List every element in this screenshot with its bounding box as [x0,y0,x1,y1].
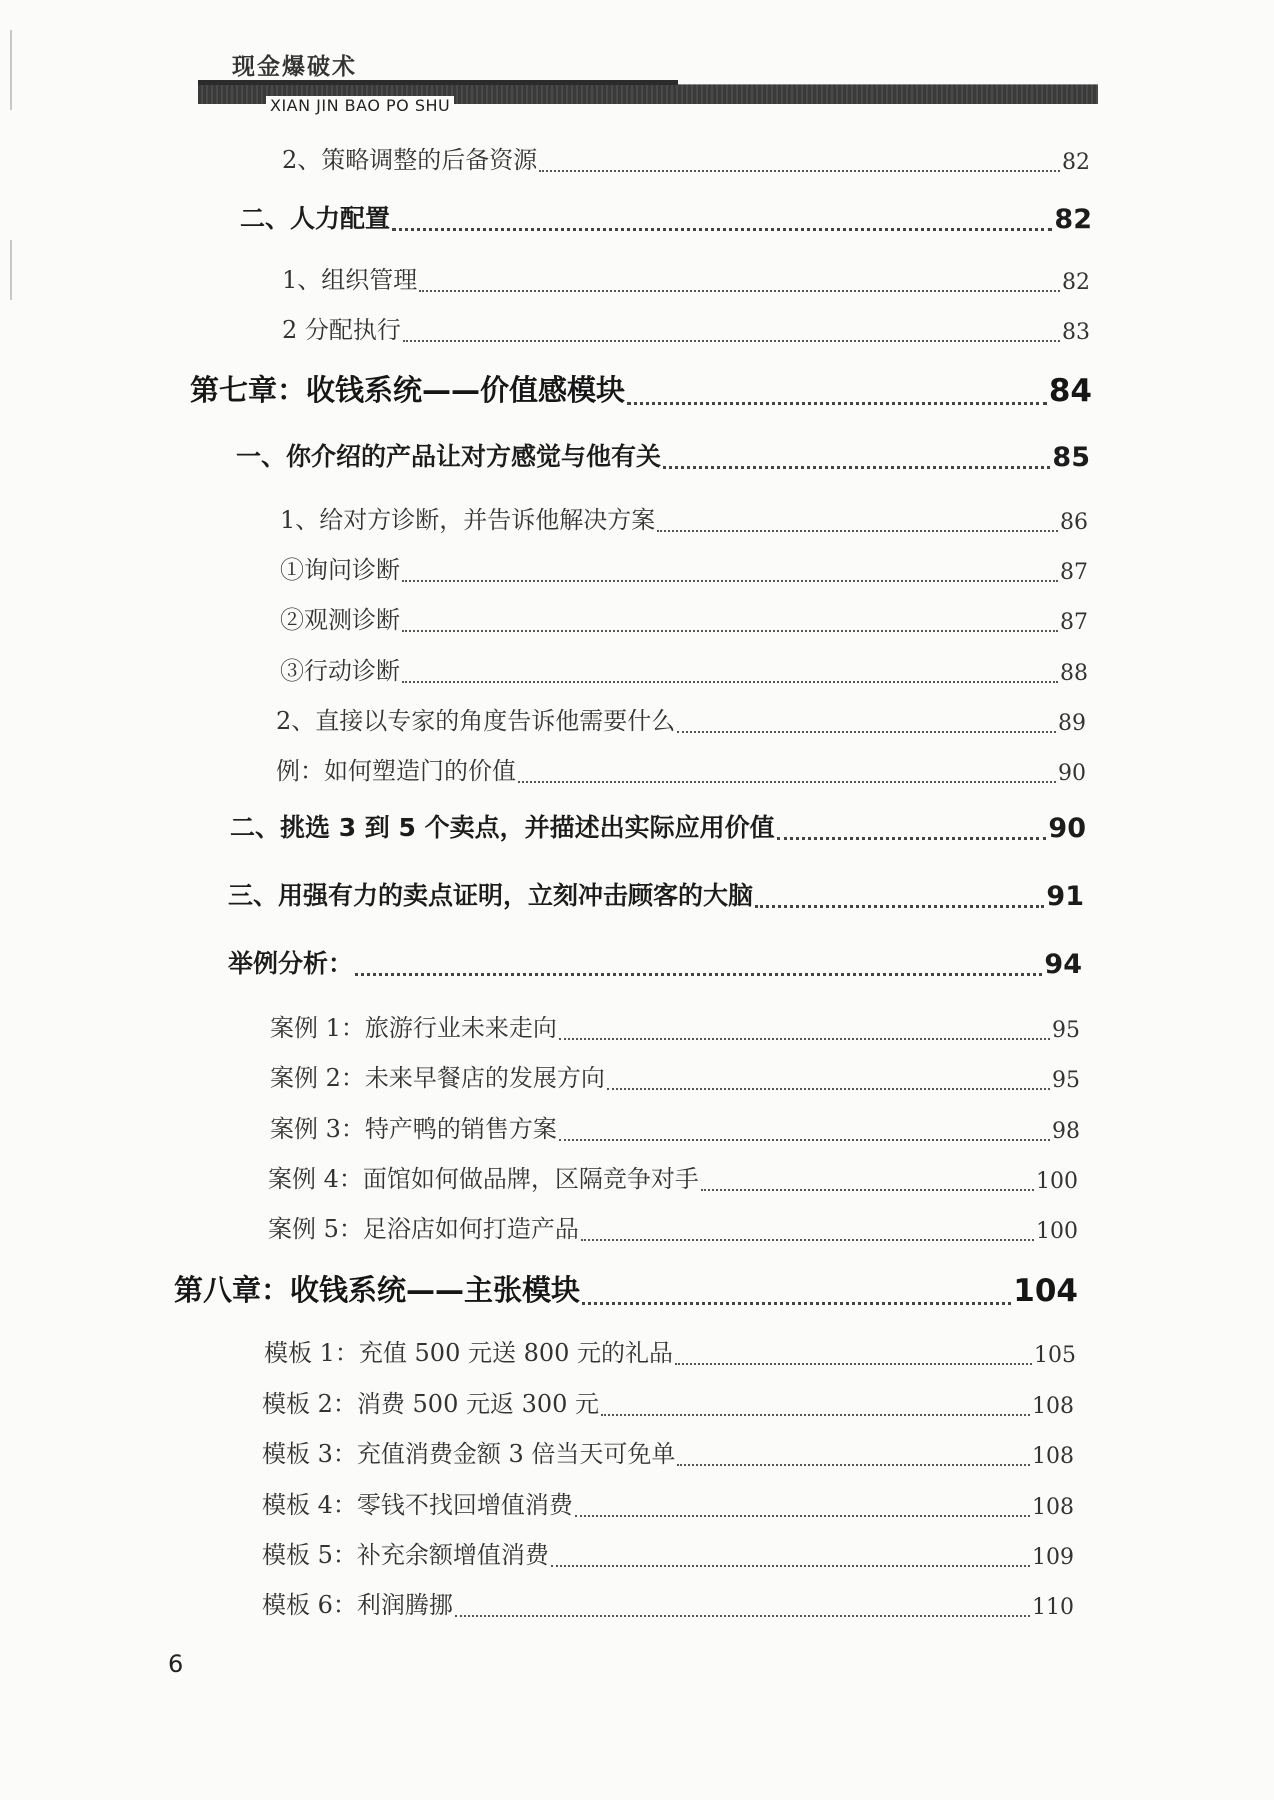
toc-entry-page: 82 [1054,204,1092,235]
toc-leader-dots [559,1038,1050,1040]
running-header-subtitle: XIAN JIN BAO PO SHU [266,96,454,115]
toc-entry[interactable] [282,260,1090,295]
toc-leader-dots [755,905,1044,908]
running-header-title: 现金爆破术 [232,54,357,80]
toc-leader-dots [607,1088,1050,1090]
toc-entry-page: 87 [1060,610,1088,635]
toc-leader-dots [627,402,1047,405]
toc-entry-label: 模板 3：充值消费金额 3 倍当天可免单 [262,1440,676,1468]
toc-entry-page: 98 [1052,1119,1080,1144]
toc-entry-page: 85 [1052,442,1090,473]
header-rule-thin [198,80,678,85]
toc-entry[interactable] [228,944,1082,980]
toc-entry-label: 第七章：收钱系统——价值感模块 [190,373,626,407]
toc-entry-page: 83 [1062,320,1090,345]
toc-leader-dots [402,580,1058,582]
toc-entry-label: 模板 1：充值 500 元送 800 元的礼品 [264,1339,674,1367]
toc-leader-dots [582,1302,1011,1305]
toc-entry-page: 88 [1060,661,1088,686]
toc-entry-label: 三、用强有力的卖点证明，立刻冲击顾客的大脑 [228,881,754,910]
toc-chapter-entry[interactable] [190,368,1092,409]
toc-entry-page: 104 [1013,1273,1078,1309]
toc-entry[interactable] [262,1535,1074,1570]
toc-entry[interactable] [280,651,1088,686]
toc-entry-page: 100 [1036,1169,1078,1194]
toc-entry[interactable] [264,1333,1076,1368]
toc-entry-page: 95 [1052,1068,1080,1093]
toc-entry[interactable] [270,1058,1080,1093]
toc-entry[interactable] [268,1159,1078,1194]
toc-entry[interactable] [280,550,1088,585]
toc-entry-page: 105 [1034,1343,1076,1368]
toc-entry[interactable] [276,751,1086,786]
toc-entry-page: 108 [1032,1394,1074,1419]
toc-entry-page: 109 [1032,1545,1074,1570]
toc-entry[interactable] [268,1209,1078,1244]
toc-leader-dots [601,1414,1030,1416]
toc-entry-label: 模板 2：消费 500 元返 300 元 [262,1390,600,1418]
toc-entry[interactable] [236,437,1090,473]
toc-entry-label: ②观测诊断 [280,606,400,634]
toc-entry-label: 例：如何塑造门的价值 [276,757,516,785]
toc-entry[interactable] [228,876,1084,912]
toc-entry-label: 第八章：收钱系统——主张模块 [174,1273,581,1307]
toc-entry[interactable] [280,500,1088,535]
toc-entry[interactable] [262,1384,1074,1419]
toc-leader-dots [663,466,1050,469]
toc-entry[interactable] [240,199,1092,235]
toc-entry-page: 90 [1048,813,1086,844]
toc-entry[interactable] [230,808,1086,844]
toc-entry-label: 举例分析： [228,949,354,978]
toc-entry-page: 108 [1032,1444,1074,1469]
toc-entry-label: 2、策略调整的后备资源 [282,146,538,174]
toc-entry-label: ③行动诊断 [280,657,400,685]
toc-entry-label: 2、直接以专家的角度告诉他需要什么 [276,707,676,735]
toc-entry-page: 82 [1062,270,1090,295]
toc-leader-dots [539,170,1060,172]
toc-entry-page: 94 [1044,949,1082,980]
toc-entry-page: 86 [1060,510,1088,535]
toc-entry-label: 1、给对方诊断，并告诉他解决方案 [280,506,656,534]
toc-entry[interactable] [276,701,1086,736]
toc-entry[interactable] [270,1008,1080,1043]
toc-leader-dots [575,1515,1030,1517]
toc-leader-dots [355,973,1042,976]
toc-leader-dots [551,1565,1030,1567]
toc-entry-page: 82 [1062,150,1090,175]
toc-entry-label: 模板 4：零钱不找回增值消费 [262,1491,573,1519]
toc-entry-label: 案例 4：面馆如何做品牌，区隔竞争对手 [268,1165,699,1193]
toc-entry-page: 110 [1032,1595,1074,1620]
toc-entry-label: ①询问诊断 [280,556,400,584]
toc-entry[interactable] [282,140,1090,175]
toc-entry-page: 87 [1060,560,1088,585]
toc-leader-dots [518,781,1056,783]
toc-leader-dots [392,228,1052,231]
toc-leader-dots [657,530,1058,532]
toc-entry-label: 案例 1：旅游行业未来走向 [270,1014,557,1042]
toc-entry-label: 案例 5：足浴店如何打造产品 [268,1215,579,1243]
toc-entry-label: 模板 5：补充余额增值消费 [262,1541,549,1569]
toc-chapter-entry[interactable] [174,1268,1078,1309]
toc-entry-label: 案例 2：未来早餐店的发展方向 [270,1064,605,1092]
toc-entry-page: 91 [1046,881,1084,912]
toc-leader-dots [419,290,1060,292]
toc-entry-label: 二、挑选 3 到 5 个卖点，并描述出实际应用价值 [230,813,775,842]
toc-entry-page: 90 [1058,761,1086,786]
toc-entry-page: 89 [1058,711,1086,736]
toc-entry-label: 1、组织管理 [282,266,418,294]
toc-entry-label: 模板 6：利润腾挪 [262,1591,453,1619]
toc-leader-dots [559,1139,1050,1141]
toc-entry-label: 二、人力配置 [240,204,391,233]
scan-margin-mark [10,240,12,300]
toc-leader-dots [677,1464,1030,1466]
toc-leader-dots [402,630,1058,632]
toc-leader-dots [403,340,1060,342]
toc-leader-dots [677,731,1056,733]
toc-entry-label: 一、你介绍的产品让对方感觉与他有关 [236,442,662,471]
toc-entry[interactable] [280,600,1088,635]
toc-entry-page: 84 [1048,373,1092,409]
toc-entry[interactable] [262,1485,1074,1520]
toc-entry[interactable] [270,1109,1080,1144]
toc-leader-dots [581,1239,1034,1241]
toc-entry[interactable] [262,1434,1074,1469]
page-number: 6 [168,1650,184,1678]
toc-entry-page: 100 [1036,1219,1078,1244]
toc-leader-dots [455,1615,1030,1617]
toc-entry-label: 案例 3：特产鸭的销售方案 [270,1115,557,1143]
toc-leader-dots [675,1363,1032,1365]
toc-entry-page: 108 [1032,1495,1074,1520]
toc-leader-dots [701,1189,1034,1191]
toc-leader-dots [777,837,1047,840]
toc-entry[interactable] [282,310,1090,345]
scan-margin-mark [10,30,12,110]
toc-leader-dots [402,681,1058,683]
toc-entry[interactable] [262,1585,1074,1620]
toc-entry-label: 2 分配执行 [282,316,401,344]
toc-entry-page: 95 [1052,1018,1080,1043]
